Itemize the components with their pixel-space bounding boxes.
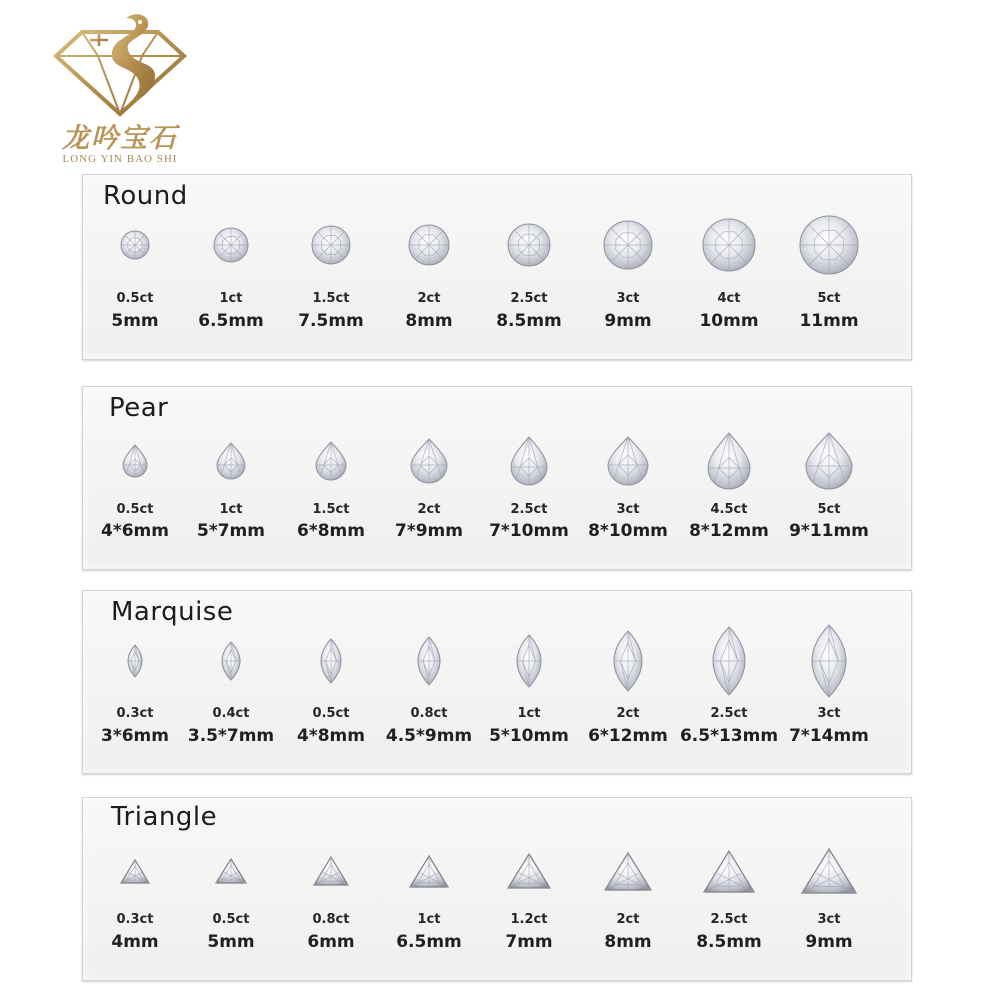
gem-item: [377, 387, 481, 567]
gem-image: [576, 630, 680, 692]
size-label: 10mm: [699, 311, 759, 331]
triangle-gem-icon: [801, 848, 857, 894]
gem-item: [777, 387, 881, 567]
gem-item: [477, 387, 581, 567]
size-label: 5mm: [207, 932, 255, 952]
round-gem-icon: [603, 220, 653, 270]
gem-image: [477, 853, 581, 889]
gem-image: [777, 848, 881, 894]
carat-label: 5ct: [817, 291, 841, 306]
size-label: 8mm: [405, 311, 453, 331]
gem-image: [677, 432, 781, 490]
gem-item: [83, 387, 187, 567]
gem-item: [83, 591, 187, 771]
gem-item: [279, 387, 383, 567]
diamond-dragon-icon: [44, 10, 196, 120]
triangle-gem-icon: [409, 855, 449, 888]
gem-item: [83, 175, 187, 355]
gem-image: [677, 626, 781, 696]
pear-gem-icon: [607, 436, 649, 486]
carat-label: 1ct: [219, 291, 243, 306]
marquise-gem-icon: [221, 641, 241, 681]
gem-item: [279, 591, 383, 771]
round-gem-icon: [120, 230, 150, 260]
size-label: 4mm: [111, 932, 159, 952]
gem-image: [179, 641, 283, 681]
carat-label: 2.5ct: [710, 706, 748, 721]
size-label: 6mm: [307, 932, 355, 952]
pear-gem-icon: [805, 432, 853, 490]
gem-image: [179, 442, 283, 480]
marquise-gem-icon: [127, 644, 143, 678]
gem-item: [576, 798, 680, 978]
marquise-gem-icon: [417, 636, 441, 686]
gem-image: [83, 230, 187, 260]
gem-item: [377, 175, 481, 355]
panel-title: Marquise: [111, 597, 234, 627]
gem-image: [777, 215, 881, 275]
size-label: 9mm: [805, 932, 853, 952]
size-label: 6.5mm: [198, 311, 264, 331]
gem-item: [576, 175, 680, 355]
gem-item: [377, 798, 481, 978]
brand-name-cn: 龙吟宝石: [62, 123, 178, 154]
round-gem-icon: [799, 215, 859, 275]
gem-image: [576, 436, 680, 486]
pear-gem-icon: [510, 436, 548, 486]
size-label: 7*9mm: [395, 521, 463, 541]
triangle-panel: [82, 797, 912, 981]
round-panel: [82, 174, 912, 360]
gem-item: [83, 798, 187, 978]
pear-gem-icon: [410, 438, 448, 484]
size-label: 8.5mm: [696, 932, 762, 952]
gem-item: [677, 387, 781, 567]
gem-image: [377, 224, 481, 266]
panel-title: Round: [103, 181, 188, 211]
gem-item: [576, 387, 680, 567]
gem-item: [677, 591, 781, 771]
gem-image: [576, 852, 680, 891]
pear-gem-icon: [122, 444, 148, 478]
gem-image: [377, 855, 481, 888]
carat-label: 0.5ct: [116, 291, 154, 306]
gem-item: [477, 798, 581, 978]
size-label: 5*7mm: [197, 521, 265, 541]
gem-image: [477, 223, 581, 267]
carat-label: 1ct: [417, 912, 441, 927]
gem-item: [576, 591, 680, 771]
size-label: 9mm: [604, 311, 652, 331]
gem-item: [279, 798, 383, 978]
carat-label: 0.3ct: [116, 706, 154, 721]
size-label: 3.5*7mm: [187, 726, 275, 746]
carat-label: 4.5ct: [710, 502, 748, 517]
pear-panel: [82, 386, 912, 570]
gem-item: [677, 175, 781, 355]
size-label: 6.5*13mm: [679, 726, 779, 746]
size-label: 3*6mm: [101, 726, 169, 746]
round-gem-icon: [311, 225, 351, 265]
round-gem-icon: [408, 224, 450, 266]
carat-label: 2.5ct: [510, 291, 548, 306]
marquise-gem-icon: [516, 634, 542, 688]
carat-label: 0.4ct: [212, 706, 250, 721]
size-label: 7*10mm: [489, 521, 569, 541]
gem-image: [179, 858, 283, 884]
gem-item: [179, 175, 283, 355]
carat-label: 3ct: [817, 706, 841, 721]
pear-gem-icon: [315, 441, 347, 481]
gem-image: [83, 444, 187, 478]
gem-image: [677, 850, 781, 893]
marquise-gem-icon: [712, 626, 746, 696]
gem-image: [83, 644, 187, 678]
carat-label: 0.8ct: [312, 912, 350, 927]
gem-image: [279, 441, 383, 481]
triangle-gem-icon: [120, 859, 150, 884]
gem-image: [179, 227, 283, 263]
size-label: 8mm: [604, 932, 652, 952]
triangle-gem-icon: [507, 853, 551, 889]
carat-label: 2.5ct: [510, 502, 548, 517]
carat-label: 1.5ct: [312, 502, 350, 517]
size-label: 7mm: [505, 932, 553, 952]
carat-label: 1ct: [219, 502, 243, 517]
size-label: 7*14mm: [789, 726, 869, 746]
carat-label: 5ct: [817, 502, 841, 517]
size-label: 9*11mm: [789, 521, 869, 541]
round-gem-icon: [507, 223, 551, 267]
round-gem-icon: [213, 227, 249, 263]
gem-item: [279, 175, 383, 355]
triangle-gem-icon: [313, 856, 349, 886]
triangle-gem-icon: [604, 852, 652, 891]
round-gem-icon: [702, 218, 756, 272]
gem-image: [777, 432, 881, 490]
carat-label: 1ct: [517, 706, 541, 721]
carat-label: 1.2ct: [510, 912, 548, 927]
gem-item: [777, 798, 881, 978]
carat-label: 0.5ct: [312, 706, 350, 721]
gem-image: [279, 225, 383, 265]
carat-label: 0.5ct: [116, 502, 154, 517]
brand-logo: [30, 10, 210, 165]
size-label: 6*12mm: [588, 726, 668, 746]
carat-label: 3ct: [817, 912, 841, 927]
gem-image: [777, 624, 881, 698]
gem-item: [179, 591, 283, 771]
triangle-gem-icon: [215, 858, 247, 884]
carat-label: 3ct: [616, 291, 640, 306]
carat-label: 2ct: [417, 502, 441, 517]
pear-gem-icon: [707, 432, 751, 490]
carat-label: 1.5ct: [312, 291, 350, 306]
size-label: 8*12mm: [689, 521, 769, 541]
gem-image: [576, 220, 680, 270]
gem-item: [477, 175, 581, 355]
carat-label: 2ct: [616, 706, 640, 721]
gem-image: [83, 859, 187, 884]
carat-label: 2.5ct: [710, 912, 748, 927]
gem-image: [279, 856, 383, 886]
size-label: 6.5mm: [396, 932, 462, 952]
carat-label: 0.8ct: [410, 706, 448, 721]
size-label: 4.5*9mm: [385, 726, 473, 746]
size-label: 8*10mm: [588, 521, 668, 541]
size-label: 4*6mm: [101, 521, 169, 541]
gem-item: [377, 591, 481, 771]
marquise-gem-icon: [811, 624, 847, 698]
gem-image: [477, 436, 581, 486]
gem-item: [777, 591, 881, 771]
panel-title: Pear: [109, 393, 169, 423]
brand-name-en: LONG YIN BAO SHI: [62, 153, 178, 165]
size-label: 5*10mm: [489, 726, 569, 746]
marquise-gem-icon: [320, 638, 342, 684]
gem-image: [477, 634, 581, 688]
carat-label: 0.3ct: [116, 912, 154, 927]
gem-image: [377, 636, 481, 686]
size-label: 4*8mm: [297, 726, 365, 746]
triangle-gem-icon: [703, 850, 755, 893]
marquise-panel: [82, 590, 912, 774]
gem-image: [677, 218, 781, 272]
gem-item: [777, 175, 881, 355]
gem-item: [477, 591, 581, 771]
size-label: 8.5mm: [496, 311, 562, 331]
size-label: 6*8mm: [297, 521, 365, 541]
gem-item: [179, 798, 283, 978]
carat-label: 2ct: [616, 912, 640, 927]
gem-item: [677, 798, 781, 978]
carat-label: 4ct: [717, 291, 741, 306]
carat-label: 3ct: [616, 502, 640, 517]
size-label: 5mm: [111, 311, 159, 331]
carat-label: 2ct: [417, 291, 441, 306]
pear-gem-icon: [216, 442, 246, 480]
size-label: 11mm: [799, 311, 859, 331]
carat-label: 0.5ct: [212, 912, 250, 927]
size-label: 7.5mm: [298, 311, 364, 331]
gem-image: [279, 638, 383, 684]
panel-title: Triangle: [111, 802, 218, 832]
gem-item: [179, 387, 283, 567]
marquise-gem-icon: [613, 630, 643, 692]
gem-image: [377, 438, 481, 484]
